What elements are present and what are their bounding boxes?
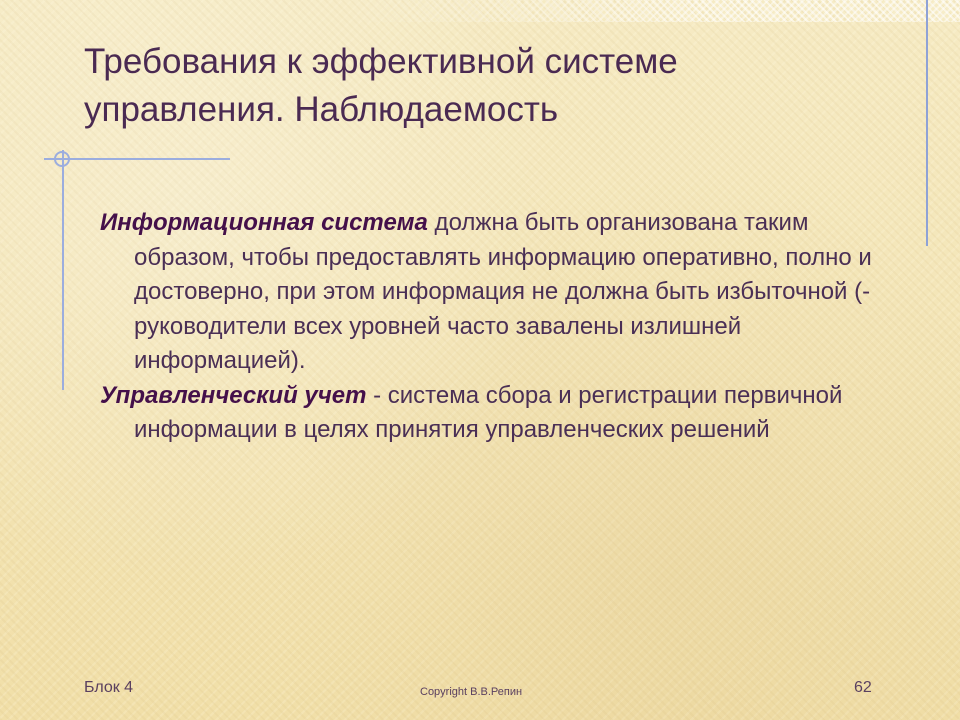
background-pattern: [340, 0, 960, 22]
slide-title: [84, 38, 904, 134]
paragraph-information-system: [100, 206, 900, 379]
term-information-system: Информационная система: [100, 209, 428, 236]
slide-number: 62: [854, 679, 872, 696]
paragraph-text: - система сбора и регистрации первичной информации в целях принятия управленческих решений: [134, 381, 843, 443]
paragraph-management-accounting: [100, 379, 900, 448]
slide-title-line-2: управления. Наблюдаемость: [84, 90, 559, 129]
title-underline-rule: [44, 158, 230, 160]
right-vertical-rule: [926, 0, 928, 246]
term-management-accounting: Управленческий учет: [100, 381, 367, 409]
left-vertical-rule: [62, 150, 64, 390]
footer-copyright: Copyright В.В.Репин: [420, 686, 523, 698]
ring-ornament-icon: [54, 151, 70, 167]
slide-title-line-1: Требования к эффективной системе: [84, 42, 678, 81]
paragraph-text: должна быть организована таким образом, чтобы предоставлять информацию оперативно, полно и достоверно, при этом информация не должна быть избыточной (- руководители всех уровней часто завалены излишней информацией).: [134, 209, 872, 374]
slide-body: [100, 206, 900, 448]
footer-block-label: Блок 4: [84, 679, 134, 696]
